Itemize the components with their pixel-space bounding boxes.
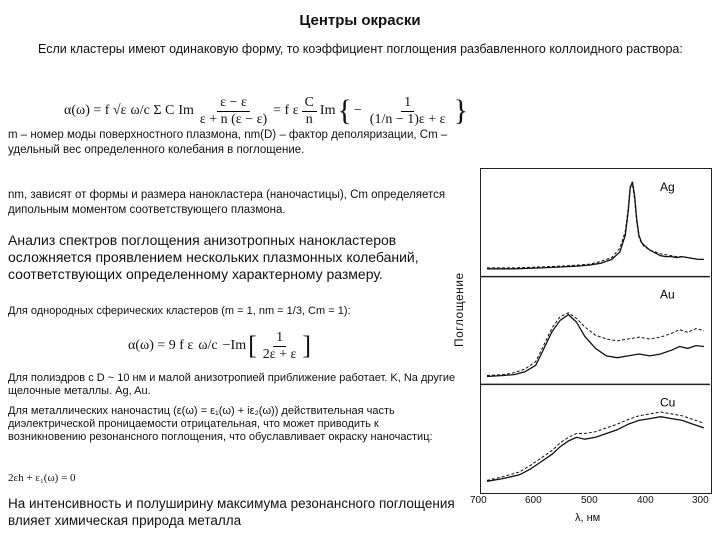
definition-n: nm, зависят от формы и размера нанокластера (наночастицы), Cm определяется дипольным моментом соответствующего плазмона. <box>8 189 446 216</box>
conclusion-text: На интенсивность и полуширину максимума резонансного поглощения влияет химическая природа металла <box>8 496 455 528</box>
spherical-formula: α(ω) = 9 f ε ω/c −Im [ $\frac{1}{2\varepsilon + \varepsilon}$ ] <box>128 329 312 362</box>
spectra-svg <box>481 169 710 492</box>
formula1-sum: ω/c Σ C <box>130 103 175 118</box>
formula1-bracket-den: (1/n − 1)ε + ε <box>369 111 446 127</box>
formula1-im2: Im <box>319 103 336 118</box>
metallic-text: Для металлических наночастиц (ε(ω) = ε₁(ω) + iε₂(ω)) действительная часть диэлектрической проницаемости отрицательная, что может приводить к возникновению резонансного поглощения, что обуславливает окраску наночастиц: <box>8 405 433 443</box>
spectra-chart <box>480 168 712 494</box>
formula2-frac-den: 2ε + ε <box>262 346 297 362</box>
metal-label-au: Au <box>660 287 675 302</box>
definition-m: m – номер моды поверхностного плазмона, nm(D) – фактор деполяризации, Cm – удельный вес определенного колебания в поглощение. <box>8 129 448 156</box>
formula2-im: −Im <box>222 338 247 353</box>
chart-ylabel: Поглощение <box>452 272 466 347</box>
formula1-coef-num: C <box>302 95 317 112</box>
metal-label-cu: Cu <box>660 395 676 410</box>
formula1-frac-num: ε − ε <box>217 95 250 112</box>
spectrum-au-solid <box>487 315 704 377</box>
absorption-formula: α(ω) = f √ε ω/c Σ C Im $\frac{\varepsilon - \varepsilon}{\varepsilon + n (\varepsilon - \varepsilon)}$ = f ε $\frac{C}{n}$ Im { − $\frac{1}{(1/n - 1)\varepsilon + \varepsilon}$ } <box>64 94 468 127</box>
formula2-frac-num: 1 <box>273 330 286 347</box>
spectrum-ag-dashed <box>487 185 704 268</box>
formula1-frac-den: ε + n (ε − ε) <box>199 111 268 127</box>
formula1-lhs: α(ω) = f √ε <box>64 103 127 118</box>
spectrum-au-dashed <box>487 313 704 376</box>
x-tick: 600 <box>525 495 542 506</box>
formula1-im: Im <box>178 103 194 118</box>
formula1-brace-right: } <box>453 94 468 127</box>
intro-text: Если кластеры имеют одинаковую форму, то коэффициент поглощения разбавленного коллоидного раствора: <box>38 42 683 56</box>
formula2-lhs: α(ω) = 9 f ε <box>128 338 194 353</box>
spherical-text: Для однородных сферических кластеров (m = 1, nm = 1/3, Cm = 1): <box>8 305 351 317</box>
formula1-coef-den: n <box>305 111 313 127</box>
formula2-omega: ω/c <box>198 338 218 353</box>
formula1-fraction <box>197 95 270 128</box>
x-tick: 400 <box>637 495 654 506</box>
slide-title: Центры окраски <box>299 12 421 29</box>
resonance-condition: 2εh + ε₁(ω) = 0 <box>8 472 76 484</box>
metal-label-ag: Ag <box>660 180 675 194</box>
formula1-coef <box>302 95 317 128</box>
spectrum-cu-dashed <box>487 412 704 480</box>
formula1-bracket-num: 1 <box>401 95 414 112</box>
formula1-brace-left: { <box>337 94 352 127</box>
formula1-bracket <box>367 95 449 128</box>
x-tick: 300 <box>692 495 709 506</box>
x-tick: 700 <box>470 495 487 506</box>
x-tick: 500 <box>581 495 598 506</box>
formula2-fraction <box>260 330 300 363</box>
chart-xlabel: λ, нм <box>575 512 601 524</box>
formula1-mid: = f ε <box>273 103 299 118</box>
analysis-text: Анализ спектров поглощения анизотропных нанокластеров осложняется проявлением нескольких плазмонных колебаний, соответствующих определенному характерному размеру. <box>8 232 419 282</box>
polyhedra-text: Для полиэдров с D ~ 10 нм и малой анизотропией приближение работает. K, Na другие щелочные металлы. Ag, Au. <box>8 372 456 397</box>
spectrum-cu-solid <box>487 417 704 482</box>
x-axis-ticks <box>468 495 718 511</box>
